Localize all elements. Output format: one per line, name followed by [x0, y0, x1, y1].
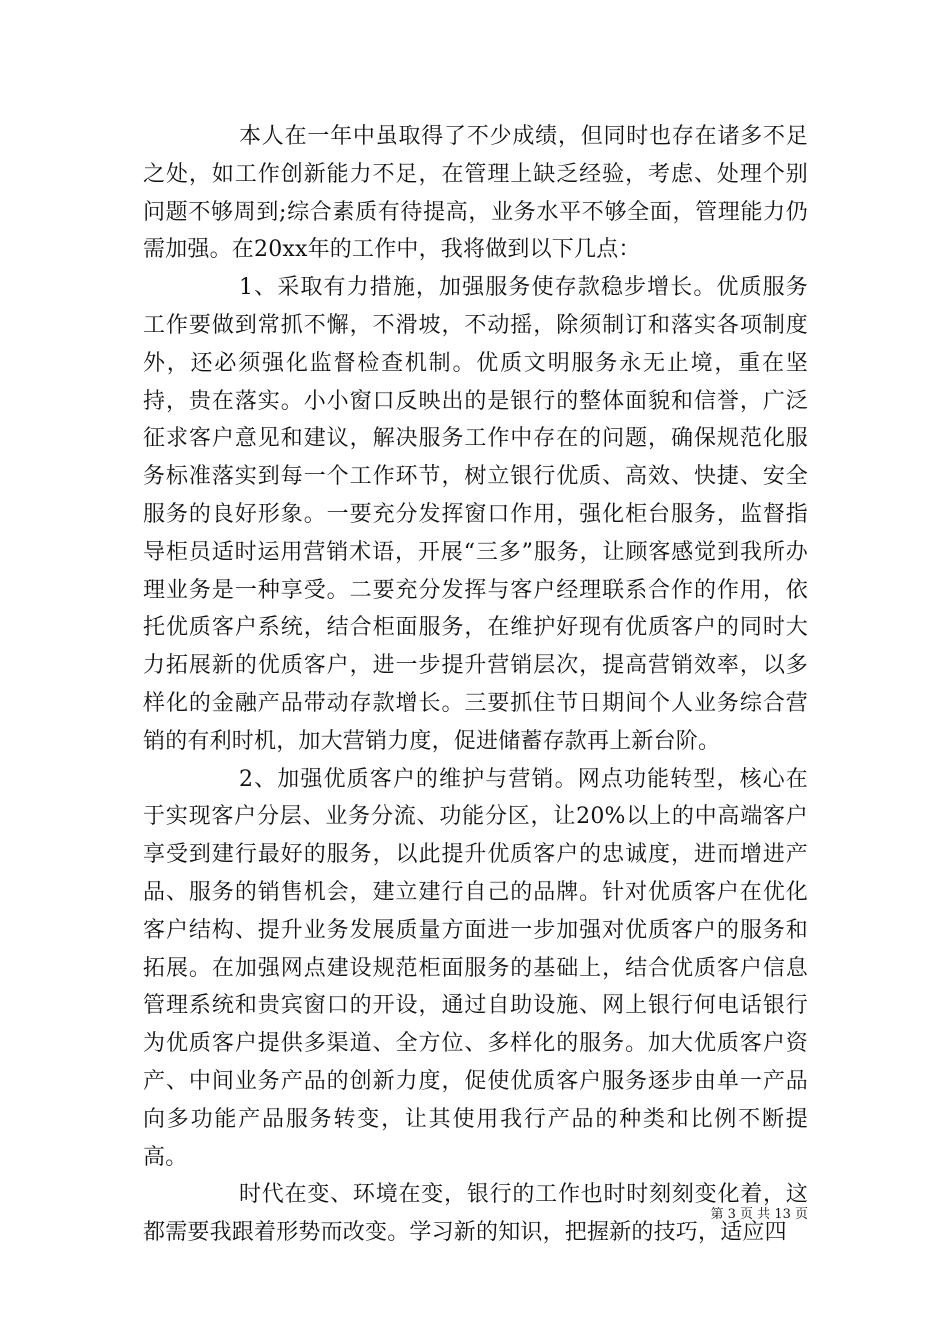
page-number: 第 3 页 共 13 页: [710, 1207, 808, 1222]
paragraph-point-1: 1、采取有力措施，加强服务使存款稳步增长。优质服务工作要做到常抓不懈，不滑坡，不动摇，除须制订和落实各项制度外，还必须强化监督检查机制。优质文明服务永无止境，重在坚持，贵在落实。小小窗口反映出的是银行的整体面貌和信誉，广泛征求客户意见和建议，解决服务工作中存在的问题，确保规范化服务标准落实到每一个工作环节，树立银行优质、高效、快捷、安全服务的良好形象。一要充分发挥窗口作用，强化柜台服务，监督指导柜员适时运用营销术语，开展“三多”服务，让顾客感觉到我所办理业务是一种享受。二要充分发挥与客户经理联系合作的作用，依托优质客户系统，结合柜面服务，在维护好现有优质客户的同时大力拓展新的优质客户，进一步提升营销层次，提高营销效率，以多样化的金融产品带动存款增长。三要抓住节日期间个人业务综合营销的有利时机，加大营销力度，促进储蓄存款再上新台阶。: [143, 275, 808, 754]
paragraph-point-2: 2、加强优质客户的维护与营销。网点功能转型，核心在于实现客户分层、业务分流、功能分区，让20%以上的中高端客户享受到建行最好的服务，以此提升优质客户的忠诚度，进而增进产品、服务的销售机会，建立建行自己的品牌。针对优质客户在优化客户结构、提升业务发展质量方面进一步加强对优质客户的服务和拓展。在加强网点建设规范柜面服务的基础上，结合优质客户信息管理系统和贵宾窗口的开设，通过自助设施、网上银行何电话银行为优质客户提供多渠道、全方位、多样化的服务。加大优质客户资产、中间业务产品的创新力度，促使优质客户服务逐步由单一产品向多功能产品服务转变，让其使用我行产品的种类和比例不断提高。: [143, 766, 808, 1170]
paragraph-summary: 本人在一年中虽取得了不少成绩，但同时也存在诸多不足之处，如工作创新能力不足，在管理上缺乏经验，考虑、处理个别问题不够周到;综合素质有待提高，业务水平不够全面，管理能力仍需加强。在20xx年的工作中，我将做到以下几点：: [143, 124, 808, 263]
paragraph-closing: 时代在变、环境在变，银行的工作也时时刻刻变化着，这都需要我跟着形势而改变。学习新的知识，把握新的技巧，适应四: [143, 1182, 808, 1246]
document-body: [143, 118, 808, 1252]
